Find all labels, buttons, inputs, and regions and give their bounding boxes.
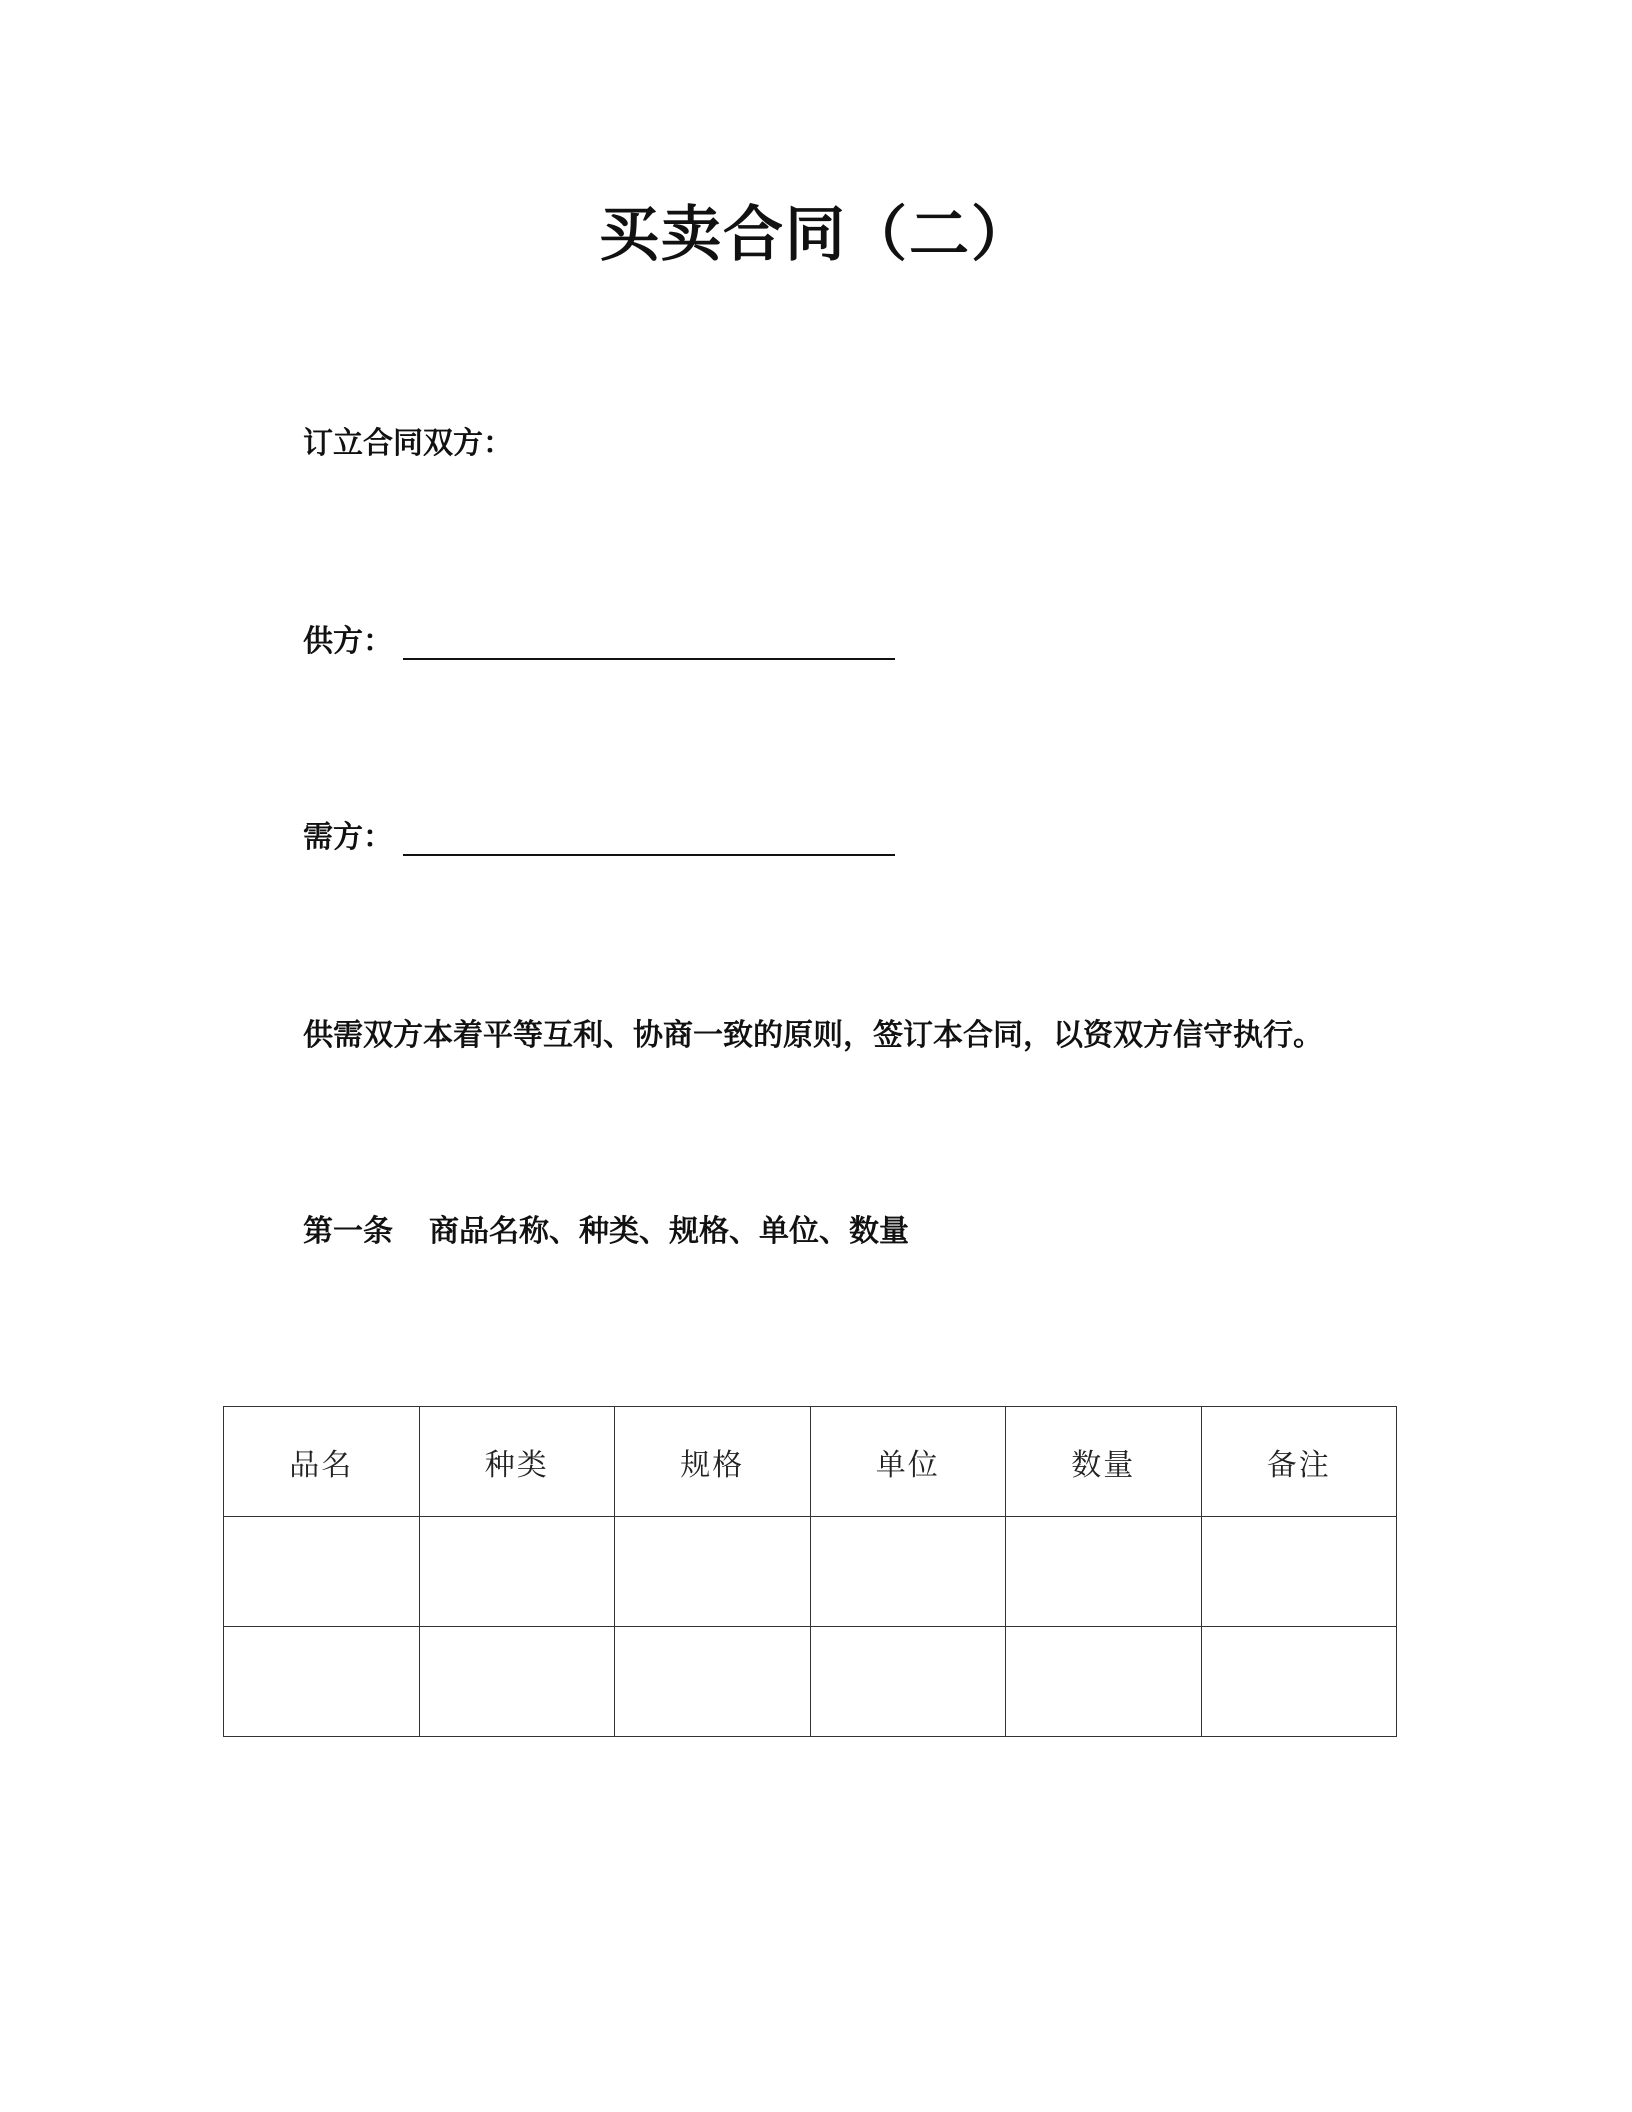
table-cell[interactable] [224, 1627, 420, 1737]
article-number: 第一条 [303, 1214, 393, 1249]
table-cell[interactable] [419, 1627, 615, 1737]
header-quantity: 数量 [1006, 1407, 1202, 1517]
goods-table [223, 1406, 1397, 1737]
supplier-blank-field[interactable] [403, 622, 895, 660]
table-cell[interactable] [224, 1517, 420, 1627]
table-cell[interactable] [810, 1517, 1006, 1627]
buyer-blank-field[interactable] [403, 818, 895, 856]
supplier-label: 供方： [303, 624, 393, 659]
buyer-line [303, 818, 895, 858]
header-remarks: 备注 [1201, 1407, 1397, 1517]
article-1-heading [303, 1212, 909, 1252]
header-product-name: 品名 [224, 1407, 420, 1517]
table-cell[interactable] [1006, 1627, 1202, 1737]
page-title: 买卖合同（二） [599, 200, 1033, 270]
table-cell[interactable] [615, 1517, 811, 1627]
principle-paragraph: 供需双方本着平等互利、协商一致的原则，签订本合同，以资双方信守执行。 [303, 1018, 1323, 1053]
table-row [224, 1517, 1397, 1627]
header-unit: 单位 [810, 1407, 1006, 1517]
table-cell[interactable] [419, 1517, 615, 1627]
header-specification: 规格 [615, 1407, 811, 1517]
header-category: 种类 [419, 1407, 615, 1517]
table-cell[interactable] [810, 1627, 1006, 1737]
table-cell[interactable] [1201, 1517, 1397, 1627]
article-title: 商品名称、种类、规格、单位、数量 [429, 1214, 909, 1249]
supplier-line [303, 622, 895, 662]
table-row [224, 1627, 1397, 1737]
table-cell[interactable] [1006, 1517, 1202, 1627]
parties-label: 订立合同双方： [303, 426, 513, 461]
table-cell[interactable] [1201, 1627, 1397, 1737]
table-header-row [224, 1407, 1397, 1517]
buyer-label: 需方： [303, 820, 393, 855]
table-cell[interactable] [615, 1627, 811, 1737]
